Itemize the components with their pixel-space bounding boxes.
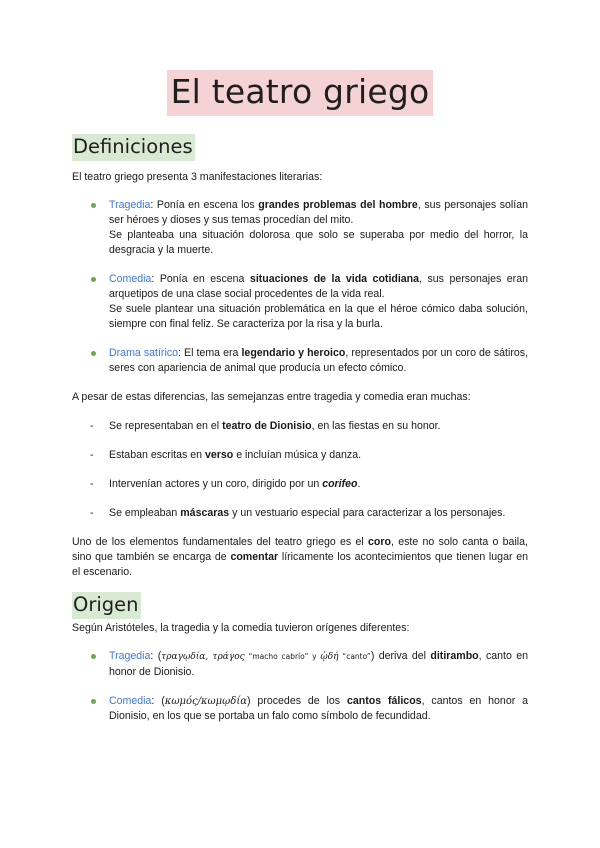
text: líricamente los acontecimientos que tienen lugar en el escenario. — [72, 551, 529, 578]
text: : Ponía en escena — [151, 273, 250, 285]
bold-text: comentar — [230, 551, 279, 563]
term-comedia: Comedia — [109, 695, 152, 707]
bold-text: verso — [205, 449, 234, 461]
bold-text: cantos fálicos — [346, 695, 422, 707]
text: Estaban escritas en — [109, 449, 205, 461]
greek-text: τραγῳδία, τράγος — [161, 652, 245, 662]
text: : Ponía en escena los — [150, 199, 259, 211]
text: , cantos en honor a Dionisio, en los que se portaba un falo como símbolo de fecundidad. — [109, 695, 529, 722]
title-block — [72, 70, 528, 116]
bullet-icon — [91, 699, 96, 704]
bold-text: ditirambo — [430, 650, 479, 662]
list-item — [72, 477, 528, 492]
section-origen — [72, 592, 528, 619]
text: , en las fiestas en su honor. — [311, 420, 441, 432]
text: Se representaban en el — [109, 420, 223, 432]
heading-definiciones: Definiciones — [72, 134, 195, 161]
bold-text: coro — [368, 536, 391, 548]
list-item — [72, 448, 528, 463]
list-item-drama-satirico — [72, 346, 528, 376]
manifestaciones-list — [72, 198, 528, 376]
dash-marker: - — [90, 449, 94, 461]
list-item — [72, 419, 528, 434]
dash-marker: - — [90, 507, 94, 519]
list-item-origen-tragedia — [72, 649, 528, 680]
term-tragedia: Tragedia — [109, 650, 151, 662]
origen-list — [72, 649, 528, 724]
text: “macho cabrío” y — [244, 652, 321, 661]
heading-origen: Origen — [72, 592, 141, 619]
text: , canto en honor de Dionisio. — [109, 650, 528, 678]
bold-text: grandes problemas del hombre — [258, 199, 418, 211]
text: . — [357, 478, 361, 490]
text: Se planteaba una situación dolorosa que solo se superaba por medio del horror, la desgracia y la muerte. — [109, 229, 528, 256]
list-item-comedia — [72, 272, 528, 332]
semejanzas-intro: A pesar de estas diferencias, las semejanzas entre tragedia y comedia eran muchas: — [72, 391, 471, 403]
text: y un vestuario especial para caracterizar a los personajes. — [229, 507, 506, 519]
bold-text: legendario y heroico — [241, 347, 346, 359]
text: , sus personajes solían ser héroes y dioses y sus temas procedían del mito. — [109, 199, 528, 226]
semejanzas-list — [72, 419, 528, 521]
term-comedia: Comedia — [109, 273, 152, 285]
list-item-tragedia — [72, 198, 528, 258]
bullet-icon — [91, 203, 96, 208]
text: “canto” — [338, 652, 371, 661]
text: Intervenían actores y un coro, dirigido por un — [109, 478, 323, 490]
term-drama-satirico: Drama satírico — [109, 347, 178, 359]
bold-italic-text: corifeo — [322, 478, 358, 490]
bold-text: máscaras — [180, 507, 230, 519]
origen-intro: Según Aristóteles, la tragedia y la comedia tuvieron orígenes diferentes: — [72, 622, 410, 634]
dash-marker: - — [90, 478, 94, 490]
bullet-icon — [91, 277, 96, 282]
bullet-icon — [91, 351, 96, 356]
coro-paragraph — [72, 535, 528, 580]
definiciones-intro: El teatro griego presenta 3 manifestaciones literarias: — [72, 171, 323, 183]
section-definiciones — [72, 134, 528, 161]
text: Se empleaban — [109, 507, 181, 519]
term-tragedia: Tragedia — [109, 199, 151, 211]
list-item — [72, 506, 528, 521]
greek-text: κωμός/κωμῳδία — [164, 696, 248, 707]
text: , representados por un coro de sátiros, seres con apariencia de animal que producía un efecto cómico. — [109, 347, 529, 374]
dash-marker: - — [90, 420, 94, 432]
text: e incluían música y danza. — [233, 449, 362, 461]
text: , este no solo canta o baila, sino que también se encarga de — [72, 536, 528, 563]
bold-text: situaciones de la vida cotidiana — [249, 273, 420, 285]
text: ) deriva del — [370, 650, 431, 662]
document-title: El teatro griego — [167, 70, 434, 116]
list-item-origen-comedia — [72, 694, 528, 724]
text: : El tema era — [178, 347, 242, 359]
bullet-icon — [91, 654, 96, 659]
text: , sus personajes eran arquetipos de una clase social procedentes de la vida real. — [109, 273, 528, 300]
text: Uno de los elementos fundamentales del teatro griego es el — [72, 536, 369, 548]
text: : ( — [151, 695, 165, 707]
text: Se suele plantear una situación problemática en la que el héroe cómico daba solución, siempre con final feliz. Se caracteriza por la risa y la burla. — [109, 303, 528, 330]
text: ) procedes de los — [247, 695, 347, 707]
bold-text: teatro de Dionisio — [222, 420, 312, 432]
greek-text: ᾠδή — [320, 652, 339, 662]
text: : ( — [150, 650, 162, 662]
document-page — [72, 0, 528, 724]
